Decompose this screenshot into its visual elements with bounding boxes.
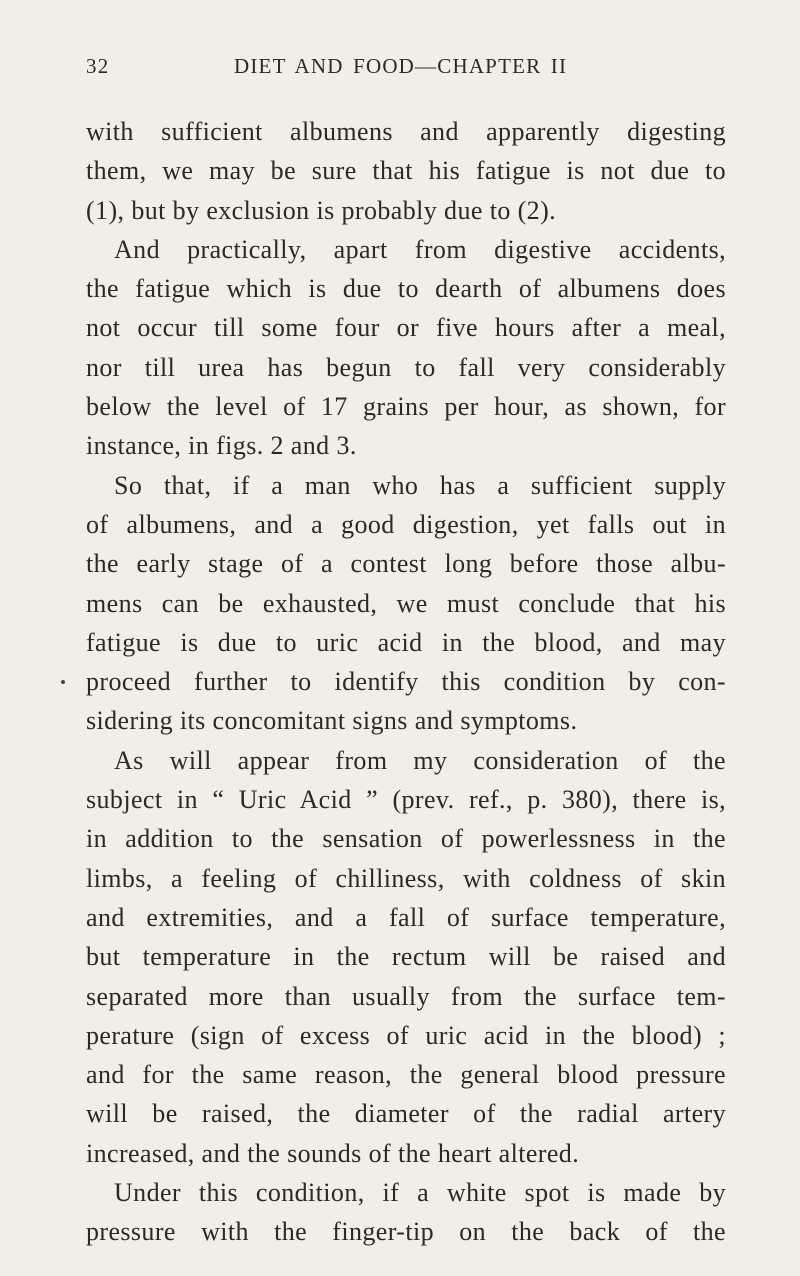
text-line: the early stage of a contest long before those albu-: [86, 549, 726, 579]
text-line: with sufficient albumens and apparently digesting: [86, 117, 726, 146]
page-header: [86, 54, 726, 94]
text-line: and for the same reason, the general blood pressure: [86, 1060, 726, 1090]
text-line: pressure with the finger-tip on the back of the: [86, 1217, 726, 1247]
text-line: below the level of 17 grains per hour, as shown, for: [86, 392, 726, 422]
text-line: So that, if a man who has a sufficient supply: [114, 470, 726, 500]
text-line: instance, in figs. 2 and 3.: [86, 431, 357, 461]
body-text: [86, 112, 726, 1252]
text-line: not occur till some four or five hours after a meal,: [86, 313, 726, 343]
text-line: and extremities, and a fall of surface temperature,: [86, 902, 726, 932]
text-line: limbs, a feeling of chilliness, with coldness of skin: [86, 863, 726, 893]
text-line: in addition to the sensation of powerlessness in the: [86, 824, 726, 854]
text-line: proceed further to identify this condition by con-: [86, 667, 726, 697]
text-line: subject in “ Uric Acid ” (prev. ref., p. 380), there is,: [86, 785, 726, 815]
text-line: the fatigue which is due to dearth of albumens does: [86, 274, 726, 304]
text-line: increased, and the sounds of the heart altered.: [86, 1138, 580, 1168]
page-number: 32: [86, 54, 110, 78]
text-line: will be raised, the diameter of the radial artery: [86, 1099, 726, 1129]
text-line: mens can be exhausted, we must conclude that his: [86, 588, 726, 618]
text-line: (1), but by exclusion is probably due to (2).: [86, 195, 557, 225]
text-line: As will appear from my consideration of the: [114, 745, 726, 775]
running-head: DIET AND FOOD—CHAPTER II: [234, 54, 568, 78]
text-line: of albumens, and a good digestion, yet falls out in: [86, 509, 726, 539]
text-line: them, we may be sure that his fatigue is not due to: [86, 156, 726, 186]
text-line: perature (sign of excess of uric acid in the blood) ;: [86, 1020, 726, 1050]
text-line: sidering its concomitant signs and symptoms.: [86, 706, 578, 736]
text-line: nor till urea has begun to fall very considerably: [86, 352, 726, 382]
text-line: separated more than usually from the surface tem-: [86, 981, 726, 1011]
margin-mark: [61, 680, 65, 684]
text-line: fatigue is due to uric acid in the blood, and may: [86, 627, 726, 657]
text-line: but temperature in the rectum will be raised and: [86, 942, 726, 972]
text-line: And practically, apart from digestive accidents,: [114, 234, 726, 264]
text-line: Under this condition, if a white spot is made by: [114, 1178, 726, 1208]
